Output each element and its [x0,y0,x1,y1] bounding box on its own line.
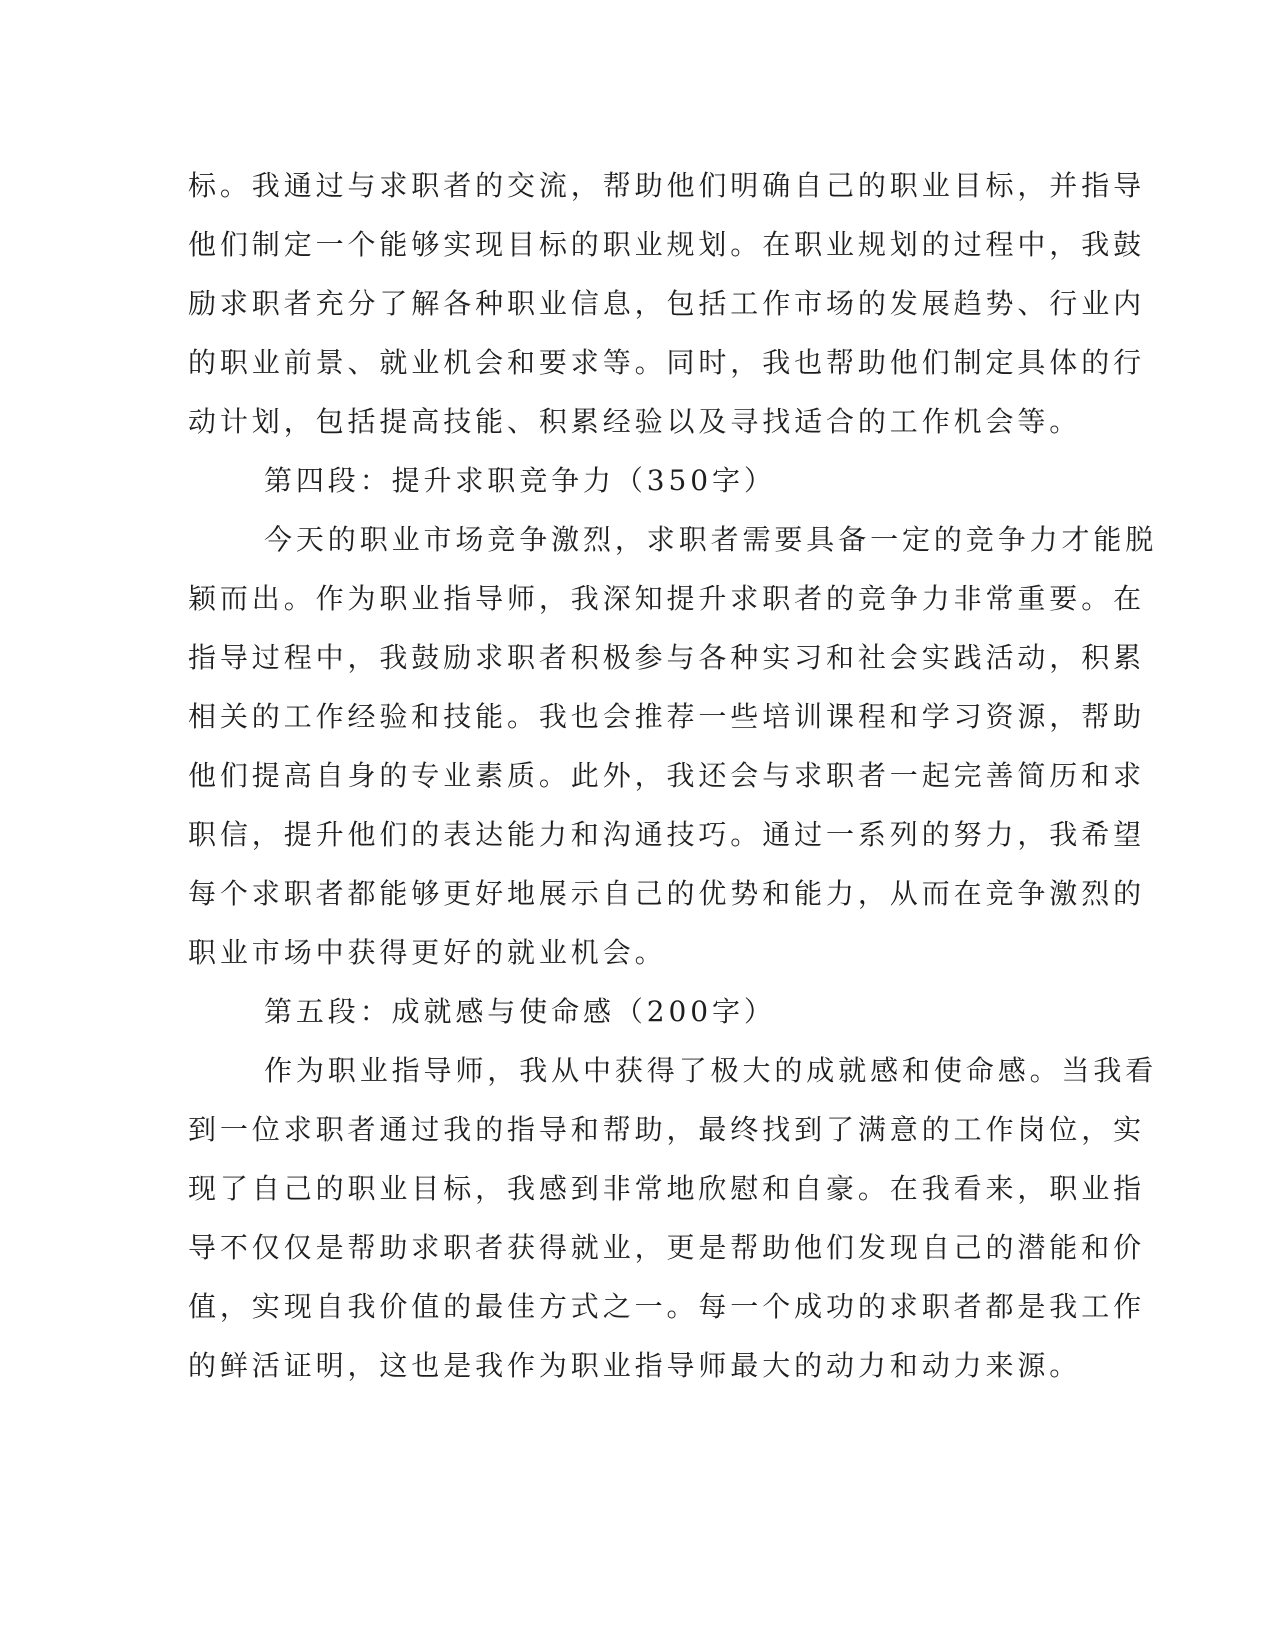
paragraph-first-line: 今天的职业市场竞争激烈，求职者需要具备一定的竞争力才能脱 [264,523,1158,556]
body-line: 职业市场中获得更好的就业机会。 [188,936,667,969]
section-heading-4: 第四段：提升求职竞争力（350字） [264,464,776,497]
body-line: 的职业前景、就业机会和要求等。同时，我也帮助他们制定具体的行 [188,346,1146,379]
body-line: 颖而出。作为职业指导师，我深知提升求职者的竞争力非常重要。在 [188,582,1146,615]
body-line: 指导过程中，我鼓励求职者积极参与各种实习和社会实践活动，积累 [188,641,1146,674]
body-line: 标。我通过与求职者的交流，帮助他们明确自己的职业目标，并指导 [188,169,1146,202]
paragraph-first-line: 作为职业指导师，我从中获得了极大的成就感和使命感。当我看 [264,1054,1158,1087]
body-line: 值，实现自我价值的最佳方式之一。每一个成功的求职者都是我工作 [188,1290,1146,1323]
body-line: 的鲜活证明，这也是我作为职业指导师最大的动力和动力来源。 [188,1349,1082,1382]
body-line: 每个求职者都能够更好地展示自己的优势和能力，从而在竞争激烈的 [188,877,1146,910]
body-line: 导不仅仅是帮助求职者获得就业，更是帮助他们发现自己的潜能和价 [188,1231,1146,1264]
body-line: 励求职者充分了解各种职业信息，包括工作市场的发展趋势、行业内 [188,287,1146,320]
body-line: 动计划，包括提高技能、积累经验以及寻找适合的工作机会等。 [188,405,1082,438]
body-line: 到一位求职者通过我的指导和帮助，最终找到了满意的工作岗位，实 [188,1113,1146,1146]
body-line: 相关的工作经验和技能。我也会推荐一些培训课程和学习资源，帮助 [188,700,1146,733]
section-heading-5: 第五段：成就感与使命感（200字） [264,995,776,1028]
body-line: 职信，提升他们的表达能力和沟通技巧。通过一系列的努力，我希望 [188,818,1146,851]
body-line: 他们制定一个能够实现目标的职业规划。在职业规划的过程中，我鼓 [188,228,1146,261]
body-line: 他们提高自身的专业素质。此外，我还会与求职者一起完善简历和求 [188,759,1146,792]
body-line: 现了自己的职业目标，我感到非常地欣慰和自豪。在我看来，职业指 [188,1172,1146,1205]
